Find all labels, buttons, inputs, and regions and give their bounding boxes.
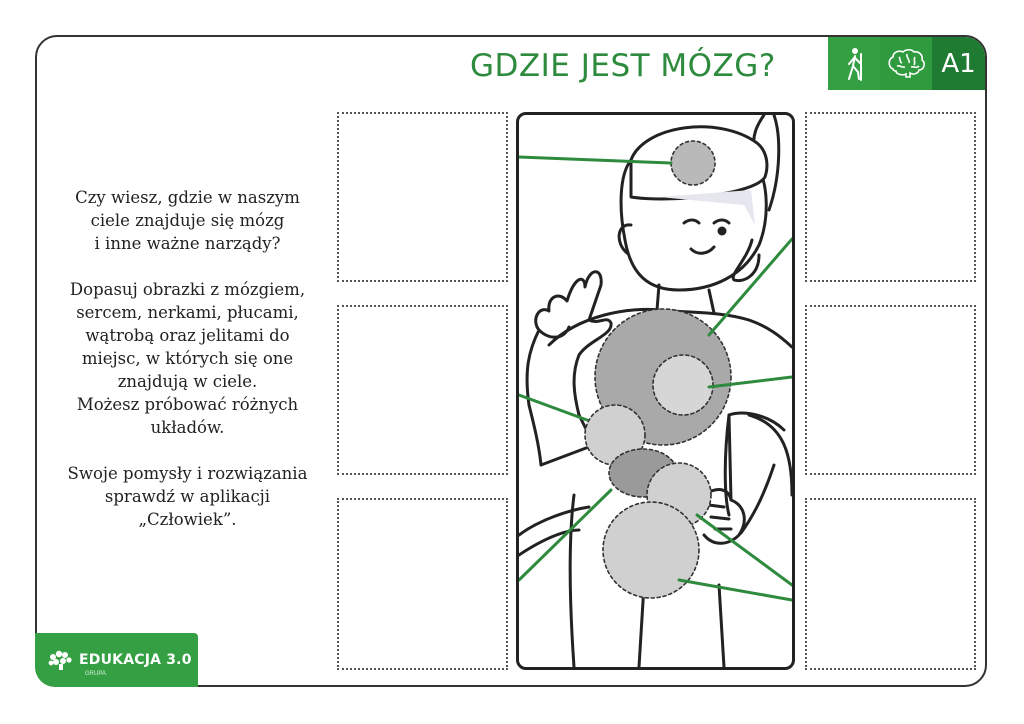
- drop-slot-left-top[interactable]: [337, 112, 508, 282]
- logo-name: EDUKACJA 3.0: [79, 652, 192, 668]
- drop-slot-right-top[interactable]: [805, 112, 976, 282]
- drop-slot-left-middle[interactable]: [337, 305, 508, 475]
- heart-spot: [653, 355, 713, 415]
- logo-brain-icon: [47, 649, 73, 671]
- instructions: [45, 186, 330, 554]
- drop-slot-right-bottom[interactable]: [805, 498, 976, 670]
- brain-icon: [880, 37, 932, 90]
- logo-sub: GRUPA: [85, 671, 106, 677]
- category-badge: [828, 37, 985, 90]
- body-illustration-frame: [516, 112, 795, 670]
- drop-slot-left-bottom[interactable]: [337, 498, 508, 670]
- instruction-text: Dopasuj obrazki z mózgiem, sercem, nerkami, płucami, wątrobą oraz jelitami do miejsc, w których się one znajdują w ciele. Możesz próbować różnych układów.: [69, 280, 306, 437]
- drop-slot-right-middle[interactable]: [805, 305, 976, 475]
- app-text: Swoje pomysły i rozwiązania sprawdź w aplikacji „Człowiek”.: [67, 464, 308, 529]
- edukacja-logo: [35, 633, 198, 687]
- walking-person-icon: [828, 37, 880, 90]
- level-code: A1: [932, 37, 985, 90]
- intestine-spot-lower: [603, 502, 699, 598]
- brain-spot: [671, 141, 715, 185]
- question-text: Czy wiesz, gdzie w naszym ciele znajduje się mózg i inne ważne narządy?: [75, 188, 300, 253]
- page-title: GDZIE JEST MÓZG?: [470, 48, 776, 84]
- organ-shapes: [585, 141, 731, 598]
